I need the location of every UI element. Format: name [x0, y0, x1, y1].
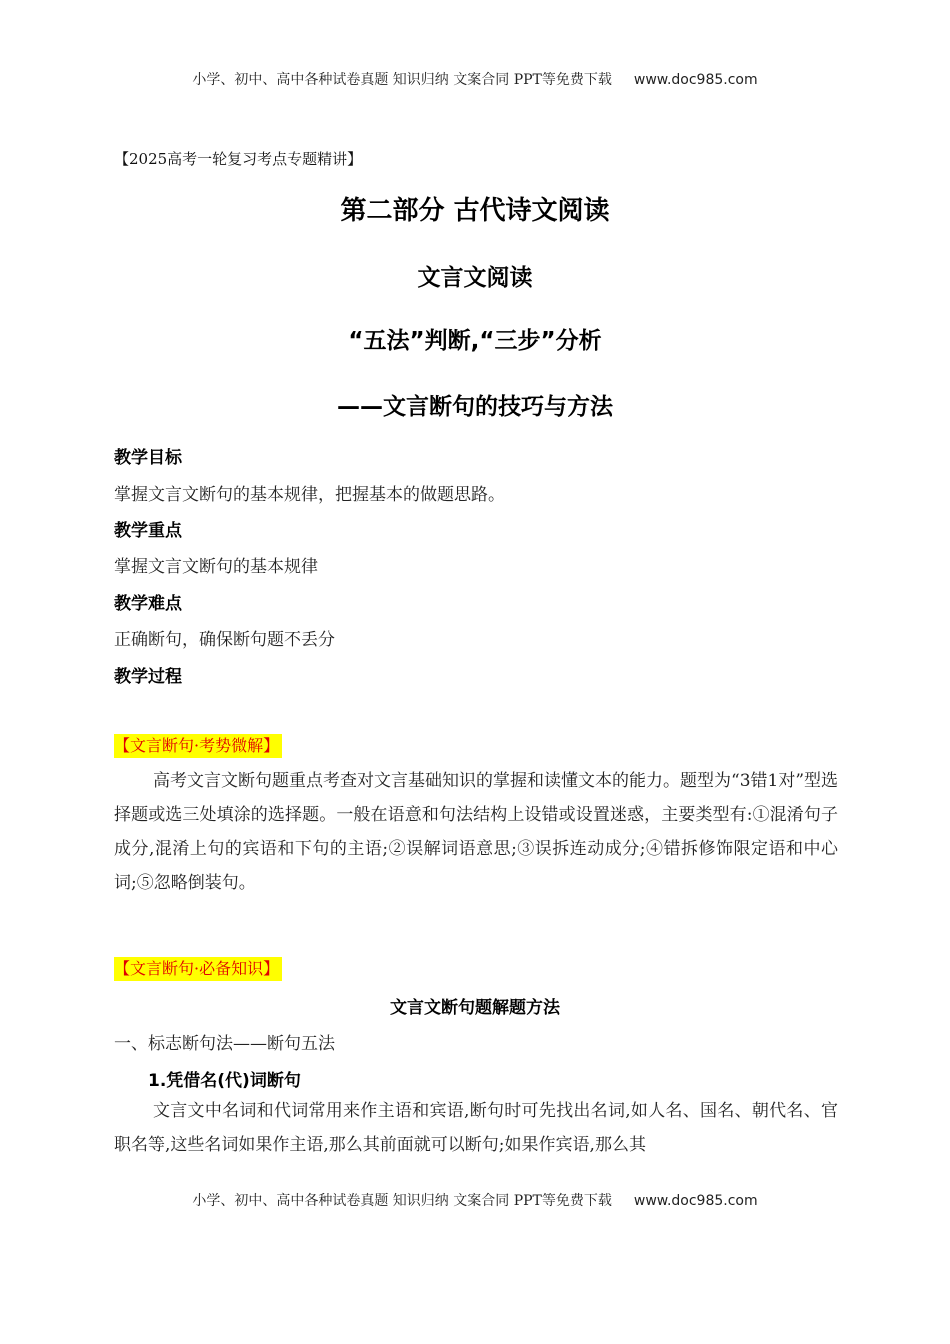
page-footer [0, 1190, 950, 1210]
part-title: 第二部分 古代诗文阅读 [340, 196, 610, 226]
section-title: 文言文阅读 [417, 265, 533, 291]
topic-title: “五法”判断,“三步”分析 [348, 328, 602, 354]
subtitle: ——文言断句的技巧与方法 [337, 394, 613, 420]
difficulty-heading: 教学难点 [114, 594, 182, 614]
trend-label: 【文言断句·考势微解】 [114, 734, 282, 758]
process-heading: 教学过程 [114, 667, 182, 687]
key-point-text: 掌握文言文断句的基本规律 [114, 557, 318, 577]
trend-paragraph: 高考文言文断句题重点考查对文言基础知识的掌握和读懂文本的能力。题型为“3错1对”型选择题或选三处填涂的选择题。一般在语意和句法结构上设错或设置迷惑，主要类型有:①混淆句子成分,混淆上句的宾语和下句的主语;②误解词语意思;③误拆连动成分;④错拆修饰限定语和中心词;⑤忽略倒装句。 [114, 771, 839, 893]
footer-text: 小学、初中、高中各种试卷真题 知识归纳 文案合同 PPT等免费下载 [192, 1193, 612, 1209]
point-one-paragraph: 文言文中名词和代词常用来作主语和宾语,断句时可先找出名词,如人名、国名、朝代名、官职名等,这些名词如果作主语,那么其前面就可以断句;如果作宾语,那么其 [114, 1101, 838, 1155]
difficulty-text: 正确断句，确保断句题不丢分 [114, 630, 335, 650]
method-one-heading: 一、标志断句法——断句五法 [114, 1034, 335, 1054]
header-site[interactable]: www.doc985.com [633, 72, 758, 88]
objective-text: 掌握文言文断句的基本规律，把握基本的做题思路。 [114, 485, 505, 505]
point-one-heading: 1.凭借名(代)词断句 [148, 1071, 301, 1091]
page-header [0, 69, 950, 89]
header-text: 小学、初中、高中各种试卷真题 知识归纳 文案合同 PPT等免费下载 [192, 72, 612, 88]
key-point-heading: 教学重点 [114, 521, 182, 541]
method-title: 文言文断句题解题方法 [390, 998, 560, 1018]
objective-heading: 教学目标 [114, 448, 182, 468]
footer-site[interactable]: www.doc985.com [633, 1193, 758, 1209]
knowledge-label: 【文言断句·必备知识】 [114, 957, 282, 981]
series-tag: 【2025高考一轮复习考点专题精讲】 [114, 150, 363, 168]
